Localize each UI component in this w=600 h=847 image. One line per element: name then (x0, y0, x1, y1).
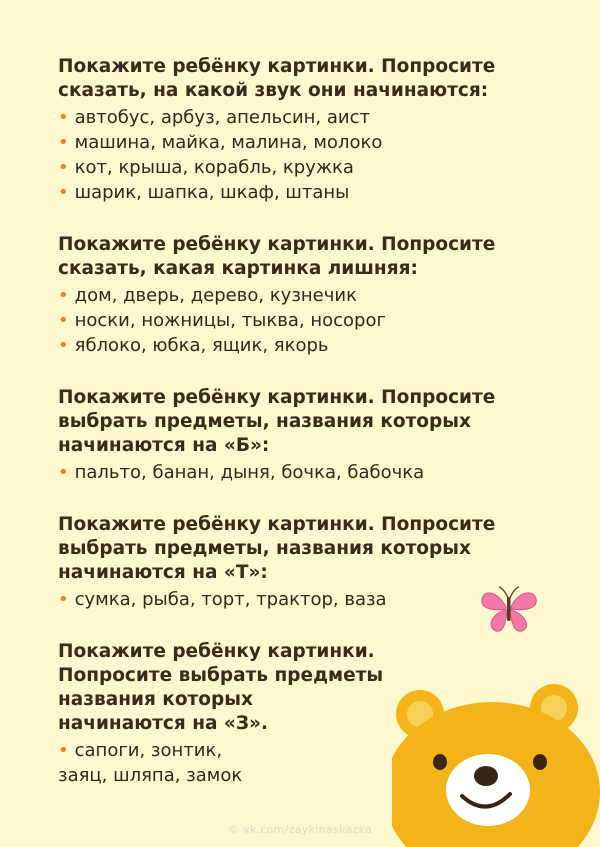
heading-line: Покажите ребёнку картинки. Попросите (58, 234, 496, 255)
bullet-icon: • (58, 285, 69, 306)
heading-line: Покажите ребёнку картинки. Попросите (58, 56, 496, 77)
list-item (58, 155, 518, 180)
list-item-text: носки, ножницы, тыква, носорог (74, 310, 386, 331)
bullet-icon: • (58, 157, 69, 178)
section-4 (58, 513, 518, 612)
list-item (58, 130, 518, 155)
word-list (58, 460, 518, 485)
list-item (58, 180, 518, 205)
list-item (58, 587, 518, 612)
section-1 (58, 55, 518, 205)
list-item-text: шарик, шапка, шкаф, штаны (74, 182, 350, 203)
heading-line: Покажите ребёнку картинки. (58, 641, 375, 662)
word-list (58, 283, 518, 358)
word-list (58, 587, 518, 612)
bullet-icon: • (58, 589, 69, 610)
word-list (58, 105, 518, 205)
heading-line: начинаются на «Т»: (58, 562, 268, 583)
bullet-icon: • (58, 182, 69, 203)
list-item-text: яблоко, юбка, ящик, якорь (74, 335, 329, 356)
list-item-text: дом, дверь, дерево, кузнечик (74, 285, 357, 306)
heading-line: сказать, какая картинка лишняя: (58, 258, 418, 279)
heading-line: Попросите выбрать предметы (58, 665, 384, 686)
heading-line: начинаются на «З». (58, 713, 268, 734)
list-item (58, 460, 518, 485)
list-item-text: сумка, рыба, торт, трактор, ваза (74, 589, 387, 610)
list-item (58, 333, 518, 358)
heading-line: сказать, на какой звук они начинаются: (58, 80, 489, 101)
bullet-icon: • (58, 310, 69, 331)
heading-line: Покажите ребёнку картинки. Попросите (58, 514, 496, 535)
section-heading (58, 513, 518, 585)
list-item-text: пальто, банан, дыня, бочка, бабочка (74, 462, 425, 483)
section-heading (58, 233, 518, 281)
butterfly-icon (478, 583, 540, 635)
heading-line: названия которых (58, 689, 253, 710)
section-3 (58, 386, 518, 485)
section-2 (58, 233, 518, 358)
list-item (58, 283, 518, 308)
heading-line: Покажите ребёнку картинки. Попросите (58, 387, 496, 408)
list-item-text: автобус, арбуз, апельсин, аист (74, 107, 370, 128)
watermark: © vk.com/zaykinaskazka (227, 823, 373, 836)
list-item-text: машина, майка, малина, молоко (74, 132, 383, 153)
list-item (58, 308, 518, 333)
list-item-text: заяц, шляпа, замок (58, 765, 243, 786)
list-item-text: сапоги, зонтик, (74, 740, 223, 761)
heading-line: выбрать предметы, названия которых (58, 411, 471, 432)
bullet-icon: • (58, 107, 69, 128)
bullet-icon: • (58, 740, 69, 761)
heading-line: выбрать предметы, названия которых (58, 538, 471, 559)
bullet-icon: • (58, 132, 69, 153)
section-heading (58, 55, 518, 103)
bullet-icon: • (58, 462, 69, 483)
section-heading (58, 386, 518, 458)
list-item (58, 105, 518, 130)
bullet-icon: • (58, 335, 69, 356)
list-item-text: кот, крыша, корабль, кружка (74, 157, 354, 178)
heading-line: начинаются на «Б»: (58, 435, 270, 456)
